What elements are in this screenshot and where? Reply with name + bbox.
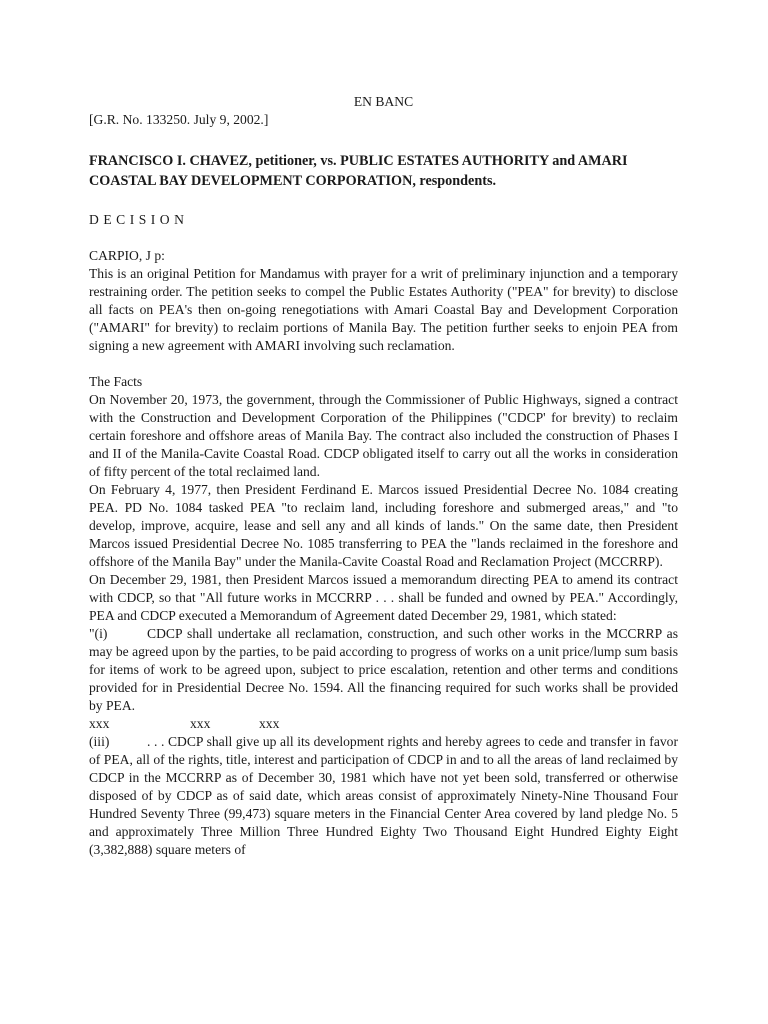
omission-mark-1: xxx bbox=[89, 716, 110, 731]
clause-iii bbox=[89, 733, 678, 859]
intro-paragraph: This is an original Petition for Mandamus with prayer for a writ of preliminary injunction and a temporary restraining order. The petition seeks to compel the Public Estates Authority ("PEA" for brevity) to disclose all facts on PEA's then on-going renegotiations with Amari Coastal Bay and Development Corporation ("AMARI" for brevity) to reclaim portions of Manila Bay. The petition further seeks to enjoin PEA from signing a new agreement with AMARI involving such reclamation. bbox=[89, 266, 678, 353]
facts-heading: The Facts bbox=[89, 374, 143, 389]
clause-iii-label: (iii) bbox=[89, 734, 110, 749]
decision-heading: DECISION bbox=[89, 212, 189, 227]
clause-i-text: CDCP shall undertake all reclamation, construction, and such other works in the MCCRRP as may be agreed upon by the parties, to be paid according to progress of works on a unit price/lump sum basis for items of work to be agreed upon, subject to price escalation, retention and other terms and conditions provided for in Presidential Decree No. 1594. All the financing required for such works shall be provided by PEA. bbox=[89, 626, 678, 713]
clause-i bbox=[89, 625, 678, 715]
omission-marks bbox=[89, 715, 678, 733]
ponente: CARPIO, J p: bbox=[89, 248, 165, 263]
spacer bbox=[89, 355, 678, 373]
court-division-text: EN BANC bbox=[353, 94, 414, 109]
case-number: [G.R. No. 133250. July 9, 2002.] bbox=[89, 112, 269, 127]
document-page bbox=[89, 93, 678, 859]
facts-paragraph-3: On December 29, 1981, then President Marcos issued a memorandum directing PEA to amend its contract with CDCP, so that "All future works in MCCRRP . . . shall be funded and owned by PEA." Accordingly, PEA and CDCP executed a Memorandum of Agreement dated December 29, 1981, which stated: bbox=[89, 572, 678, 623]
clause-iii-text: . . . CDCP shall give up all its development rights and hereby agrees to cede and transfer in favor of PEA, all of the rights, title, interest and participation of CDCP in and to all the areas of land reclaimed by CDCP in the MCCRRP as of December 30, 1981 which have not yet been sold, transferred or otherwise disposed of by CDCP as of said date, which areas consist of approximately Ninety-Nine Thousand Four Hundred Seventy Three (99,473) square meters in the Financial Center Area covered by land pledge No. 5 and approximately Three Million Three Hundred Eighty Two Thousand Eight Hundred Eighty Eight (3,382,888) square meters of bbox=[89, 734, 678, 857]
court-division bbox=[89, 93, 678, 111]
omission-mark-2: xxx bbox=[190, 716, 211, 731]
clause-i-label: "(i) bbox=[89, 626, 108, 641]
case-parties: FRANCISCO I. CHAVEZ, petitioner, vs. PUBLIC ESTATES AUTHORITY and AMARI COASTAL BAY DEVELOPMENT CORPORATION, respondents. bbox=[89, 153, 628, 189]
omission-mark-3: xxx bbox=[259, 716, 280, 731]
facts-paragraph-2: On February 4, 1977, then President Ferdinand E. Marcos issued Presidential Decree No. 1084 creating PEA. PD No. 1084 tasked PEA "to reclaim land, including foreshore and submerged areas," and "to develop, improve, acquire, lease and sell any and all kinds of lands." On the same date, then President Marcos issued Presidential Decree No. 1085 transferring to PEA the "lands reclaimed in the foreshore and offshore of the Manila Bay" under the Manila-Cavite Coastal Road and Reclamation Project (MCCRRP). bbox=[89, 482, 678, 569]
facts-paragraph-1: On November 20, 1973, the government, through the Commissioner of Public Highways, signed a contract with the Construction and Development Corporation of the Philippines ("CDCP' for brevity) to reclaim certain foreshore and offshore areas of Manila Bay. The contract also included the construction of Phases I and II of the Manila-Cavite Coastal Road. CDCP obligated itself to carry out all the works in consideration of fifty percent of the total reclaimed land. bbox=[89, 392, 678, 479]
